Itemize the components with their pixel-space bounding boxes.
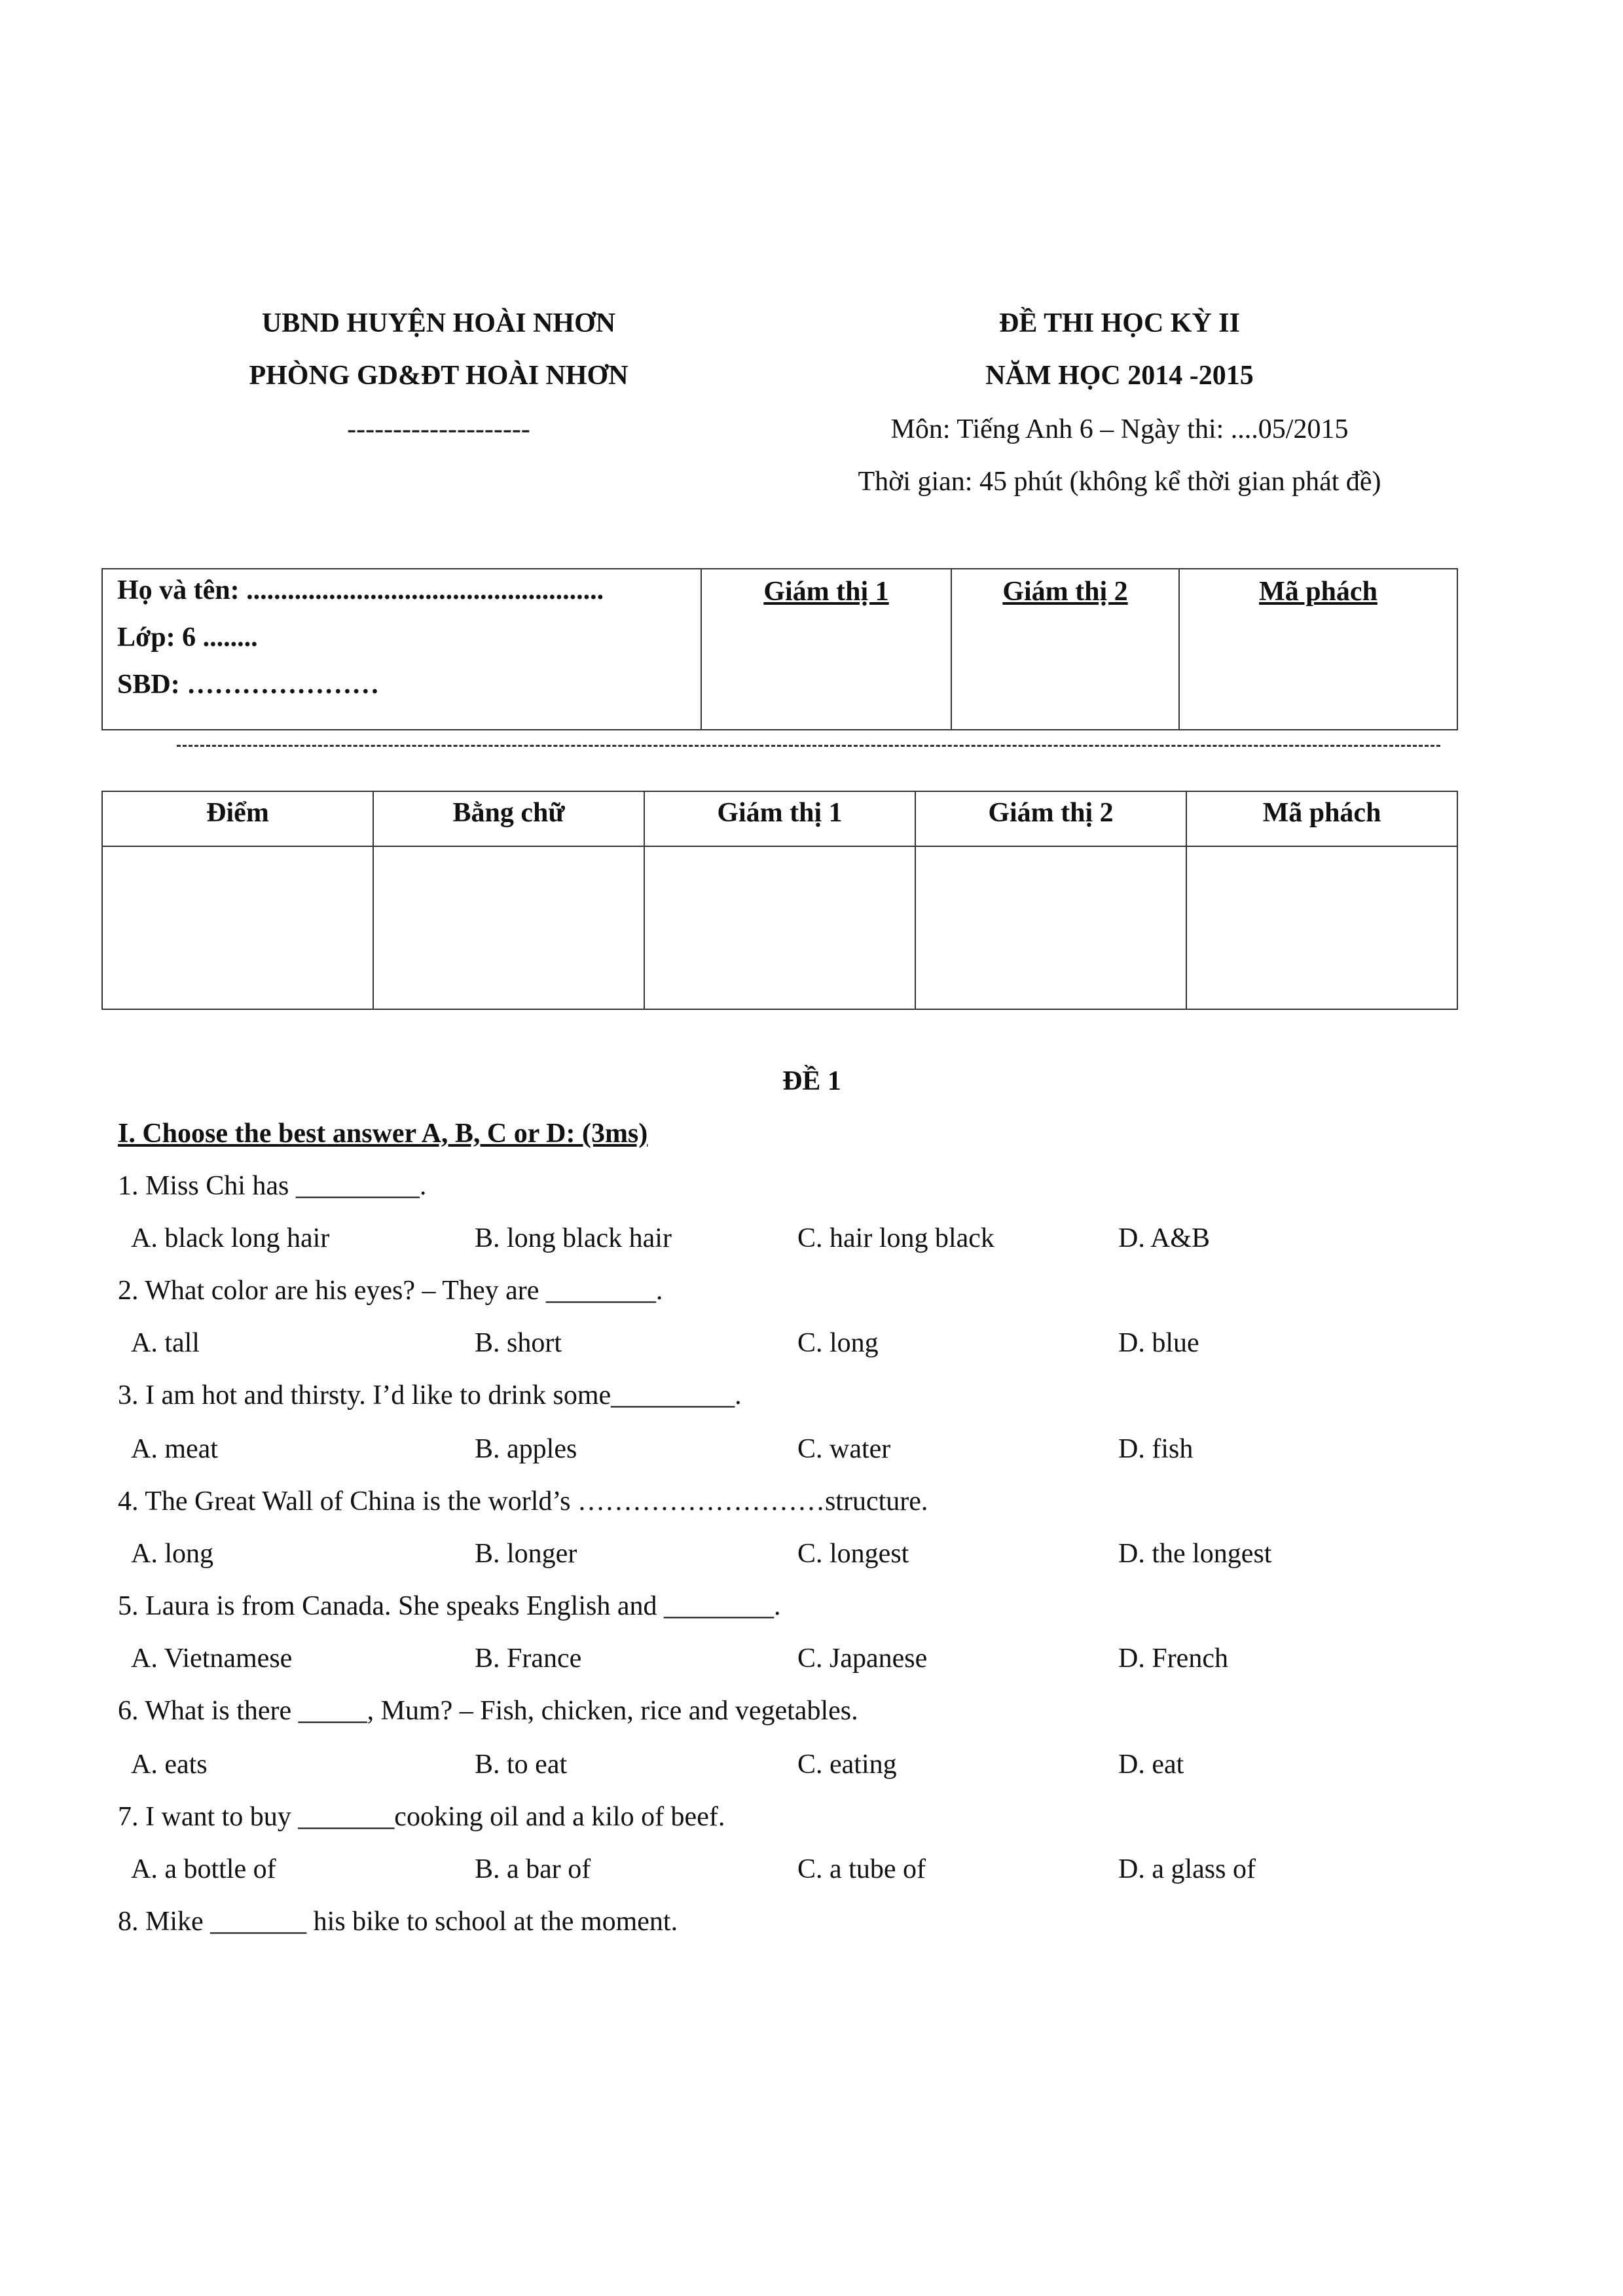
q2-option-a[interactable]: A. tall <box>131 1328 200 1358</box>
header-district: UBND HUYỆN HOÀI NHƠN <box>261 308 616 338</box>
q5-option-b[interactable]: B. France <box>475 1643 582 1674</box>
score-cell-words[interactable] <box>374 847 644 1009</box>
header-duration: Thời gian: 45 phút (không kể thời gian phát đề) <box>858 467 1381 497</box>
q5-option-a[interactable]: A. Vietnamese <box>131 1643 293 1674</box>
q6-option-a[interactable]: A. eats <box>131 1749 208 1780</box>
score-col-words <box>374 792 645 1009</box>
score-cell-points[interactable] <box>103 847 373 1009</box>
q6-option-d[interactable]: D. eat <box>1118 1749 1184 1780</box>
student-info-table <box>101 568 1458 730</box>
q7-option-b[interactable]: B. a bar of <box>475 1854 591 1884</box>
q1-option-a[interactable]: A. black long hair <box>131 1223 330 1253</box>
q1-option-b[interactable]: B. long black hair <box>475 1223 672 1253</box>
header-school-year: NĂM HỌC 2014 -2015 <box>985 361 1254 391</box>
info-code-cell <box>1180 569 1457 729</box>
header-left-divider: -------------------- <box>347 414 530 444</box>
q7-option-a[interactable]: A. a bottle of <box>131 1854 276 1884</box>
q2-option-b[interactable]: B. short <box>475 1328 562 1358</box>
q7-option-c[interactable]: C. a tube of <box>797 1854 926 1884</box>
score-col-proctor2 <box>916 792 1187 1009</box>
q7-option-d[interactable]: D. a glass of <box>1118 1854 1256 1884</box>
score-col-code <box>1187 792 1457 1009</box>
q3-option-b[interactable]: B. apples <box>475 1434 577 1464</box>
info-proctor2-label: Giám thị 2 <box>1002 577 1128 607</box>
q4-option-b[interactable]: B. longer <box>475 1539 577 1569</box>
question-8: 8. Mike _______ his bike to school at the moment. <box>118 1907 678 1937</box>
score-cell-proctor2[interactable] <box>916 847 1186 1009</box>
q6-option-c[interactable]: C. eating <box>797 1749 897 1780</box>
score-col-points <box>103 792 374 1009</box>
question-3: 3. I am hot and thirsty. I’d like to drink some_________. <box>118 1380 742 1410</box>
q5-option-c[interactable]: C. Japanese <box>797 1643 928 1674</box>
score-cell-proctor1[interactable] <box>645 847 915 1009</box>
question-5: 5. Laura is from Canada. She speaks English and ________. <box>118 1591 781 1621</box>
q4-option-d[interactable]: D. the longest <box>1118 1539 1272 1569</box>
q5-option-d[interactable]: D. French <box>1118 1643 1228 1674</box>
score-col-proctor1 <box>645 792 916 1009</box>
q6-option-b[interactable]: B. to eat <box>475 1749 568 1780</box>
info-proctor2-cell <box>952 569 1180 729</box>
q2-option-c[interactable]: C. long <box>797 1328 879 1358</box>
student-class-field[interactable]: Lớp: 6 ........ <box>117 622 258 653</box>
score-header-points: Điểm <box>103 792 373 847</box>
q3-option-c[interactable]: C. water <box>797 1434 891 1464</box>
info-code-label: Mã phách <box>1259 577 1377 607</box>
student-info-cell <box>103 569 702 729</box>
student-name-field[interactable]: Họ và tên: .................................................... <box>117 575 604 605</box>
question-4: 4. The Great Wall of China is the world’s ………………………structure. <box>118 1486 928 1516</box>
student-sbd-field[interactable]: SBD: ………………… <box>117 670 380 700</box>
score-header-words: Bằng chữ <box>374 792 644 847</box>
cut-line-divider <box>177 745 1440 747</box>
header-department: PHÒNG GD&ĐT HOÀI NHƠN <box>249 361 629 391</box>
header-exam-title: ĐỀ THI HỌC KỲ II <box>999 308 1240 338</box>
score-header-code: Mã phách <box>1187 792 1457 847</box>
exam-code: ĐỀ 1 <box>782 1066 841 1096</box>
info-proctor1-cell <box>702 569 952 729</box>
q3-option-a[interactable]: A. meat <box>131 1434 218 1464</box>
question-7: 7. I want to buy _______cooking oil and a kilo of beef. <box>118 1802 725 1832</box>
question-2: 2. What color are his eyes? – They are ________. <box>118 1276 663 1306</box>
score-header-proctor1: Giám thị 1 <box>645 792 915 847</box>
q3-option-d[interactable]: D. fish <box>1118 1434 1194 1464</box>
header-subject-date: Môn: Tiếng Anh 6 – Ngày thi: ....05/2015 <box>890 414 1349 444</box>
q2-option-d[interactable]: D. blue <box>1118 1328 1199 1358</box>
q1-option-c[interactable]: C. hair long black <box>797 1223 994 1253</box>
info-proctor1-label: Giám thị 1 <box>763 577 889 607</box>
q1-option-d[interactable]: D. A&B <box>1118 1223 1211 1253</box>
section1-title: I. Choose the best answer A, B, C or D: (3ms) <box>118 1119 648 1149</box>
q4-option-c[interactable]: C. longest <box>797 1539 909 1569</box>
score-header-proctor2: Giám thị 2 <box>916 792 1186 847</box>
q4-option-a[interactable]: A. long <box>131 1539 213 1569</box>
score-cell-code[interactable] <box>1187 847 1457 1009</box>
question-1: 1. Miss Chi has _________. <box>118 1171 427 1201</box>
score-table <box>101 791 1458 1010</box>
question-6: 6. What is there _____, Mum? – Fish, chicken, rice and vegetables. <box>118 1696 858 1726</box>
